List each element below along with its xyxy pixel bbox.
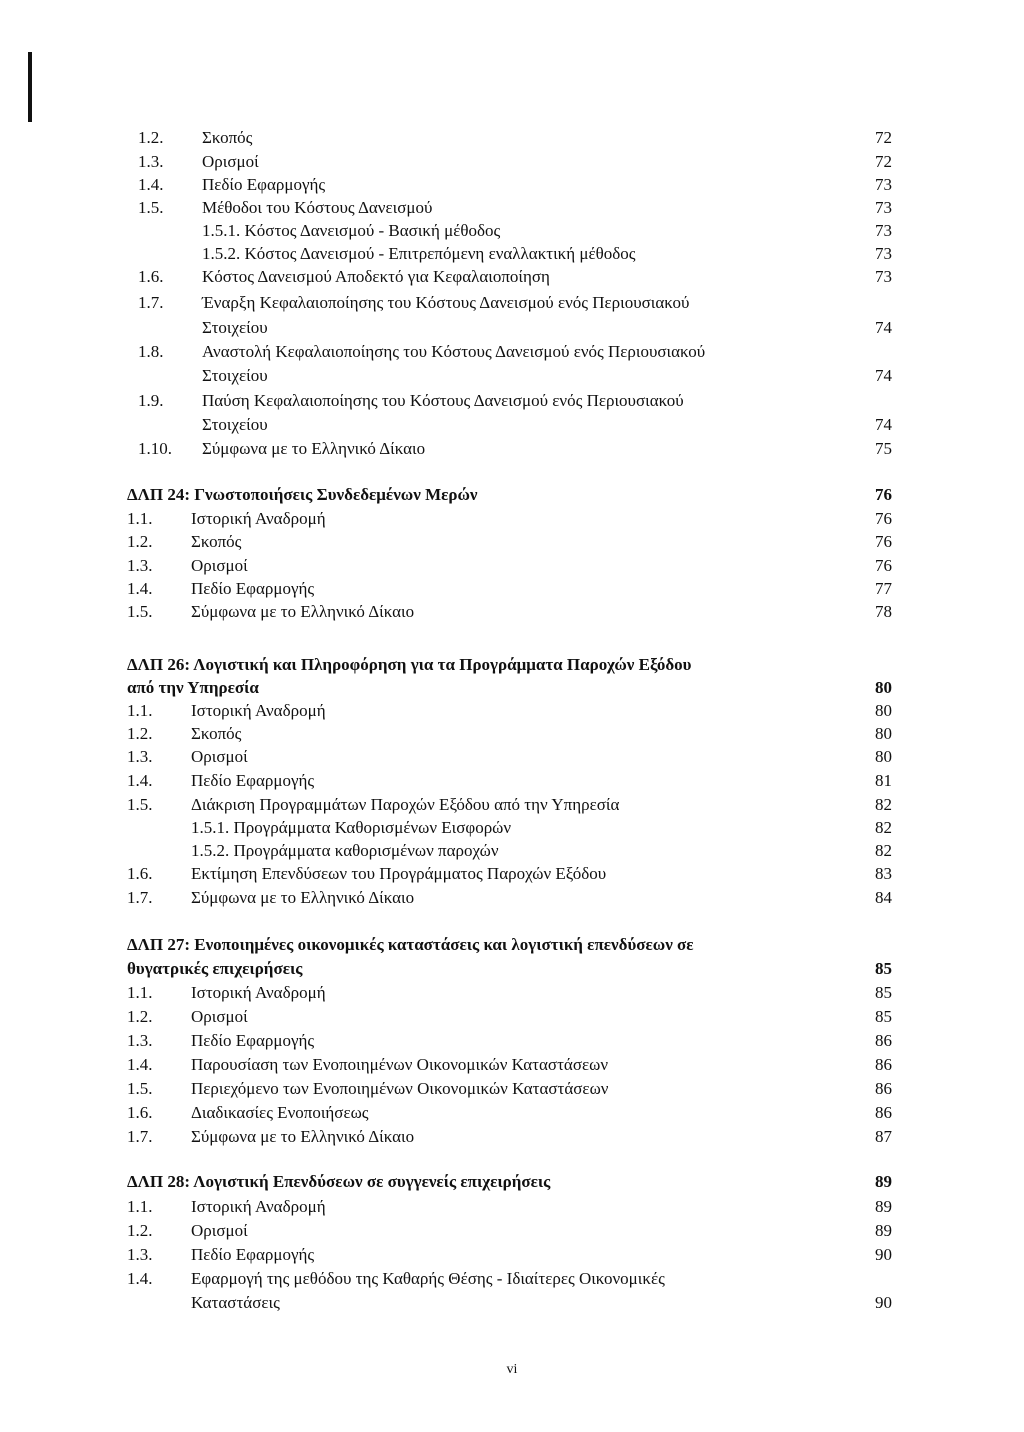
entry-number: 1.5. <box>138 198 164 217</box>
toc-entry <box>0 1102 1024 1124</box>
toc-entry <box>0 1006 1024 1028</box>
entry-page: 82 <box>875 818 892 837</box>
entry-page: 82 <box>875 841 892 860</box>
entry-page: 77 <box>875 579 892 598</box>
section-heading <box>0 654 1024 676</box>
entry-number: 1.6. <box>138 267 164 286</box>
toc-subentry <box>0 243 1024 265</box>
entry-title: Πεδίο Εφαρμογής <box>202 175 326 194</box>
entry-page: 72 <box>875 128 892 147</box>
entry-number: 1.5. <box>127 795 153 814</box>
entry-page: 78 <box>875 602 892 621</box>
toc-entry <box>0 578 1024 600</box>
entry-number: 1.7. <box>127 888 153 907</box>
entry-number: 1.6. <box>127 1103 153 1122</box>
entry-title: Καταστάσεις <box>191 1293 280 1312</box>
entry-title: Πεδίο Εφαρμογής <box>191 1245 315 1264</box>
toc-entry <box>0 1126 1024 1148</box>
entry-title: Ιστορική Αναδρομή <box>191 701 326 720</box>
entry-page: 73 <box>875 244 892 263</box>
toc-entry <box>0 1220 1024 1242</box>
entry-title: Σκοπός <box>191 724 242 743</box>
entry-title: Στοιχείου <box>202 415 268 434</box>
entry-page: 73 <box>875 267 892 286</box>
entry-title: Στοιχείου <box>202 366 268 385</box>
entry-page: 73 <box>875 175 892 194</box>
entry-page: 76 <box>875 532 892 551</box>
entry-number: 1.2. <box>127 532 153 551</box>
entry-number: 1.6. <box>127 864 153 883</box>
entry-number: 1.3. <box>127 747 153 766</box>
entry-number: 1.4. <box>127 771 153 790</box>
section-heading <box>0 484 1024 506</box>
entry-page: 81 <box>875 771 892 790</box>
entry-page: 74 <box>875 318 892 337</box>
toc-entry <box>0 1268 1024 1290</box>
entry-page: 86 <box>875 1079 892 1098</box>
entry-number: 1.1. <box>127 509 153 528</box>
entry-title: Σύμφωνα με το Ελληνικό Δίκαιο <box>191 602 415 621</box>
entry-page: 80 <box>875 747 892 766</box>
entry-number: 1.2. <box>127 1221 153 1240</box>
entry-title: Σύμφωνα με το Ελληνικό Δίκαιο <box>191 1127 415 1146</box>
entry-number: 1.1. <box>127 983 153 1002</box>
toc-entry <box>0 127 1024 149</box>
entry-page: 74 <box>875 415 892 434</box>
entry-title: Ορισμοί <box>191 1007 248 1026</box>
toc-entry <box>0 700 1024 722</box>
entry-number: 1.9. <box>138 391 164 410</box>
section-heading-page: 76 <box>875 485 892 504</box>
entry-title: Διάκριση Προγραμμάτων Παροχών Εξόδου από την Υπηρεσία <box>191 795 620 814</box>
toc-entry <box>0 508 1024 530</box>
toc-subentry <box>0 220 1024 242</box>
entry-page: 76 <box>875 509 892 528</box>
section-heading-title: θυγατρικές επιχειρήσεις <box>127 959 303 978</box>
toc-entry <box>0 266 1024 288</box>
section-heading-continuation <box>0 958 1024 980</box>
entry-page: 89 <box>875 1197 892 1216</box>
entry-title: Ορισμοί <box>202 152 259 171</box>
section-heading-page: 89 <box>875 1172 892 1191</box>
entry-number: 1.4. <box>127 1055 153 1074</box>
entry-number: 1.1. <box>127 1197 153 1216</box>
toc-entry-continuation <box>0 317 1024 339</box>
entry-title: Αναστολή Κεφαλαιοποίησης του Κόστους Δανεισμού ενός Περιουσιακού <box>202 342 706 361</box>
toc-entry <box>0 794 1024 816</box>
toc-entry <box>0 982 1024 1004</box>
toc-entry-continuation <box>0 365 1024 387</box>
entry-number: 1.3. <box>127 556 153 575</box>
toc-entry <box>0 151 1024 173</box>
section-heading-continuation <box>0 677 1024 699</box>
toc-entry <box>0 390 1024 412</box>
toc-subentry <box>0 840 1024 862</box>
section-heading-title: ΔΛΠ 24: Γνωστοποιήσεις Συνδεδεμένων Μερών <box>127 485 478 504</box>
entry-page: 85 <box>875 1007 892 1026</box>
entry-title: Ορισμοί <box>191 556 248 575</box>
entry-number: 1.10. <box>138 439 172 458</box>
section-heading-page: 85 <box>875 959 892 978</box>
toc-entry <box>0 601 1024 623</box>
entry-page: 90 <box>875 1293 892 1312</box>
entry-page: 87 <box>875 1127 892 1146</box>
toc-entry <box>0 555 1024 577</box>
section-heading <box>0 934 1024 956</box>
entry-page: 83 <box>875 864 892 883</box>
entry-page: 73 <box>875 221 892 240</box>
entry-number: 1.3. <box>138 152 164 171</box>
entry-title: Στοιχείου <box>202 318 268 337</box>
entry-title: Ιστορική Αναδρομή <box>191 509 326 528</box>
entry-page: 82 <box>875 795 892 814</box>
entry-title: Ιστορική Αναδρομή <box>191 983 326 1002</box>
entry-page: 89 <box>875 1221 892 1240</box>
entry-title: 1.5.2. Κόστος Δανεισμού - Επιτρεπόμενη εναλλακτική μέθοδος <box>202 244 636 263</box>
entry-number: 1.2. <box>127 1007 153 1026</box>
entry-page: 80 <box>875 724 892 743</box>
entry-number: 1.4. <box>138 175 164 194</box>
entry-page: 72 <box>875 152 892 171</box>
entry-page: 73 <box>875 198 892 217</box>
toc-entry <box>0 292 1024 314</box>
entry-title: Ορισμοί <box>191 1221 248 1240</box>
section-heading <box>0 1171 1024 1193</box>
entry-page: 76 <box>875 556 892 575</box>
toc-entry-continuation <box>0 414 1024 436</box>
toc-entry <box>0 197 1024 219</box>
entry-title: 1.5.1. Προγράμματα Καθορισμένων Εισφορών <box>191 818 512 837</box>
entry-title: 1.5.2. Προγράμματα καθορισμένων παροχών <box>191 841 499 860</box>
entry-page: 86 <box>875 1055 892 1074</box>
entry-number: 1.4. <box>127 579 153 598</box>
section-heading-title: ΔΛΠ 28: Λογιστική Επενδύσεων σε συγγενείς επιχειρήσεις <box>127 1172 551 1191</box>
toc-entry <box>0 1244 1024 1266</box>
toc-entry <box>0 1078 1024 1100</box>
entry-title: Παύση Κεφαλαιοποίησης του Κόστους Δανεισμού ενός Περιουσιακού <box>202 391 684 410</box>
toc-entry <box>0 723 1024 745</box>
toc-entry <box>0 1030 1024 1052</box>
page-number: vi <box>506 1362 518 1377</box>
entry-page: 86 <box>875 1031 892 1050</box>
section-heading-title: ΔΛΠ 27: Ενοποιημένες οικονομικές καταστάσεις και λογιστική επενδύσεων σε <box>127 935 694 954</box>
entry-number: 1.5. <box>127 1079 153 1098</box>
toc-entry <box>0 887 1024 909</box>
entry-number: 1.5. <box>127 602 153 621</box>
entry-number: 1.2. <box>127 724 153 743</box>
entry-title: Περιεχόμενο των Ενοποιημένων Οικονομικών Καταστάσεων <box>191 1079 609 1098</box>
section-heading-page: 80 <box>875 678 892 697</box>
entry-number: 1.8. <box>138 342 164 361</box>
entry-page: 90 <box>875 1245 892 1264</box>
entry-title: Παρουσίαση των Ενοποιημένων Οικονομικών Καταστάσεων <box>191 1055 609 1074</box>
entry-title: Σύμφωνα με το Ελληνικό Δίκαιο <box>202 439 426 458</box>
entry-title: Πεδίο Εφαρμογής <box>191 579 315 598</box>
entry-title: Σύμφωνα με το Ελληνικό Δίκαιο <box>191 888 415 907</box>
entry-title: Έναρξη Κεφαλαιοποίησης του Κόστους Δανεισμού ενός Περιουσιακού <box>202 293 690 312</box>
entry-title: Εφαρμογή της μεθόδου της Καθαρής Θέσης - Ιδιαίτερες Οικονομικές <box>191 1269 665 1288</box>
toc-entry <box>0 531 1024 553</box>
entry-title: Εκτίμηση Επενδύσεων του Προγράμματος Παροχών Εξόδου <box>191 864 607 883</box>
entry-title: Κόστος Δανεισμού Αποδεκτό για Κεφαλαιοποίηση <box>202 267 550 286</box>
toc-entry <box>0 1196 1024 1218</box>
entry-page: 74 <box>875 366 892 385</box>
entry-number: 1.2. <box>138 128 164 147</box>
toc-entry <box>0 341 1024 363</box>
section-heading-title: ΔΛΠ 26: Λογιστική και Πληροφόρηση για τα Προγράμματα Παροχών Εξόδου <box>127 655 692 674</box>
toc-entry <box>0 174 1024 196</box>
entry-title: Σκοπός <box>202 128 253 147</box>
entry-title: Διαδικασίες Ενοποιήσεως <box>191 1103 369 1122</box>
toc-entry <box>0 1054 1024 1076</box>
entry-title: Σκοπός <box>191 532 242 551</box>
entry-page: 80 <box>875 701 892 720</box>
toc-entry <box>0 438 1024 460</box>
entry-page: 75 <box>875 439 892 458</box>
entry-page: 84 <box>875 888 892 907</box>
entry-title: Πεδίο Εφαρμογής <box>191 771 315 790</box>
toc-entry <box>0 746 1024 768</box>
entry-page: 86 <box>875 1103 892 1122</box>
entry-number: 1.1. <box>127 701 153 720</box>
entry-page: 85 <box>875 983 892 1002</box>
entry-title: 1.5.1. Κόστος Δανεισμού - Βασική μέθοδος <box>202 221 501 240</box>
entry-number: 1.4. <box>127 1269 153 1288</box>
entry-number: 1.7. <box>127 1127 153 1146</box>
toc-subentry <box>0 817 1024 839</box>
entry-number: 1.3. <box>127 1031 153 1050</box>
entry-title: Ορισμοί <box>191 747 248 766</box>
entry-number: 1.7. <box>138 293 164 312</box>
section-heading-title: από την Υπηρεσία <box>127 678 259 697</box>
entry-title: Μέθοδοι του Κόστους Δανεισμού <box>202 198 433 217</box>
entry-number: 1.3. <box>127 1245 153 1264</box>
entry-title: Πεδίο Εφαρμογής <box>191 1031 315 1050</box>
toc-entry-continuation <box>0 1292 1024 1314</box>
toc-entry <box>0 863 1024 885</box>
entry-title: Ιστορική Αναδρομή <box>191 1197 326 1216</box>
toc-entry <box>0 770 1024 792</box>
